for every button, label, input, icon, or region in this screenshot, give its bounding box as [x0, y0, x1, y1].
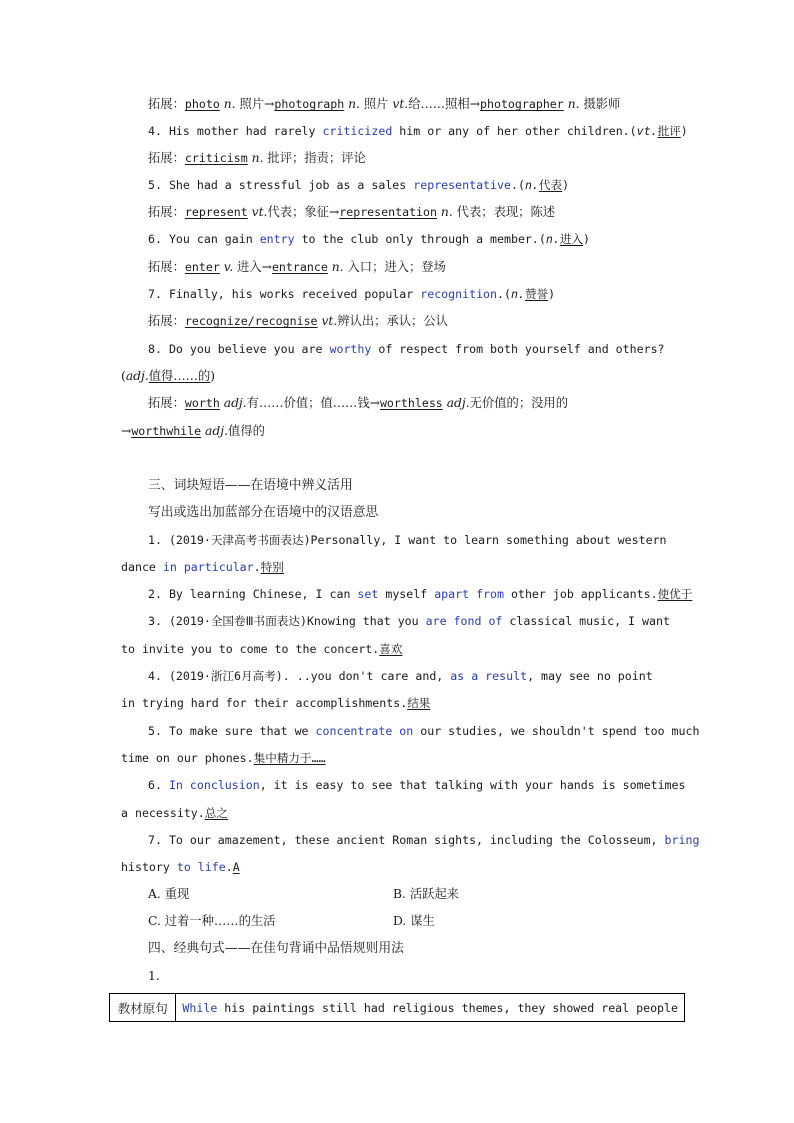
expand-line-enter: 拓展：enter v. 进入→entrance n. 入口；进入；登场 [148, 260, 446, 274]
sentence-8: 8. Do you believe you are worthy of respect from both yourself and others? [148, 342, 665, 356]
original-sentence-table [109, 993, 685, 1022]
expand-line-represent: 拓展：represent vt.代表；象征→representation n. 代表；表现；陈述 [148, 205, 556, 219]
expand-line-worthwhile: →worthwhile adj.值得的 [121, 424, 265, 438]
question-6-cont: a necessity.总之 [121, 806, 228, 820]
table-sentence: While his paintings still had religious themes, they showed real people [176, 994, 685, 1022]
question-7: 7. To our amazement, these ancient Roman sights, including the Colosseum, bring [148, 833, 700, 847]
sentence-6: 6. You can gain entry to the club only through a member.(n.进入) [148, 232, 591, 246]
expand-line-worth: 拓展：worth adj.有……价值；值……钱→worthless adj.无价值的；没用的 [148, 396, 569, 410]
expand-line-recognize: 拓展：recognize/recognise vt.辨认出；承认；公认 [148, 314, 448, 328]
section-3-instruction: 写出或选出加蓝部分在语境中的汉语意思 [148, 505, 379, 520]
question-5: 5. To make sure that we concentrate on our studies, we shouldn't spend too much [148, 724, 700, 738]
sentence-5: 5. She had a stressful job as a sales representative.(n.代表) [148, 178, 570, 192]
sentence-4: 4. His mother had rarely criticized him or any of her other children.(vt.批评) [148, 124, 688, 138]
sentence-8-answer: (adj.值得……的) [121, 369, 216, 383]
question-4-cont: in trying hard for their accomplishments.结果 [121, 696, 431, 710]
expand-line-photo: 拓展：photo n. 照片→photograph n. 照片 vt.给……照相→photographer n. 摄影师 [148, 97, 621, 111]
question-4: 4. (2019·浙江6月高考). ..you don't care and, as a result, may see no point [148, 669, 653, 683]
question-3-cont: to invite you to come to the concert.喜欢 [121, 642, 403, 656]
question-7-cont: history to life.A [121, 860, 240, 874]
option-b: B. 活跃起来 [393, 887, 460, 901]
option-a: A. 重现 [148, 887, 190, 901]
question-3: 3. (2019·全国卷Ⅲ书面表达)Knowing that you are fond of classical music, I want [148, 614, 670, 628]
question-5-cont: time on our phones.集中精力于…… [121, 751, 326, 765]
option-c: C. 过着一种……的生活 [148, 914, 276, 928]
sentence-7: 7. Finally, his works received popular recognition.(n.赞誉) [148, 287, 556, 301]
section-3-title: 三、词块短语——在语境中辨义活用 [148, 478, 353, 493]
section-4-number: 1. [148, 969, 160, 983]
question-1: 1. (2019·天津高考书面表达)Personally, I want to learn something about western [148, 533, 667, 547]
table-label: 教材原句 [110, 994, 176, 1022]
question-6: 6. In conclusion, it is easy to see that talking with your hands is sometimes [148, 778, 686, 792]
question-2: 2. By learning Chinese, I can set myself apart from other job applicants.使优于 [148, 587, 693, 601]
section-4-title: 四、经典句式——在佳句背诵中品悟规则用法 [148, 941, 404, 956]
question-1-cont: dance in particular.特别 [121, 560, 284, 574]
expand-line-criticism: 拓展：criticism n. 批评；指责；评论 [148, 151, 366, 165]
option-d: D. 谋生 [393, 914, 435, 928]
